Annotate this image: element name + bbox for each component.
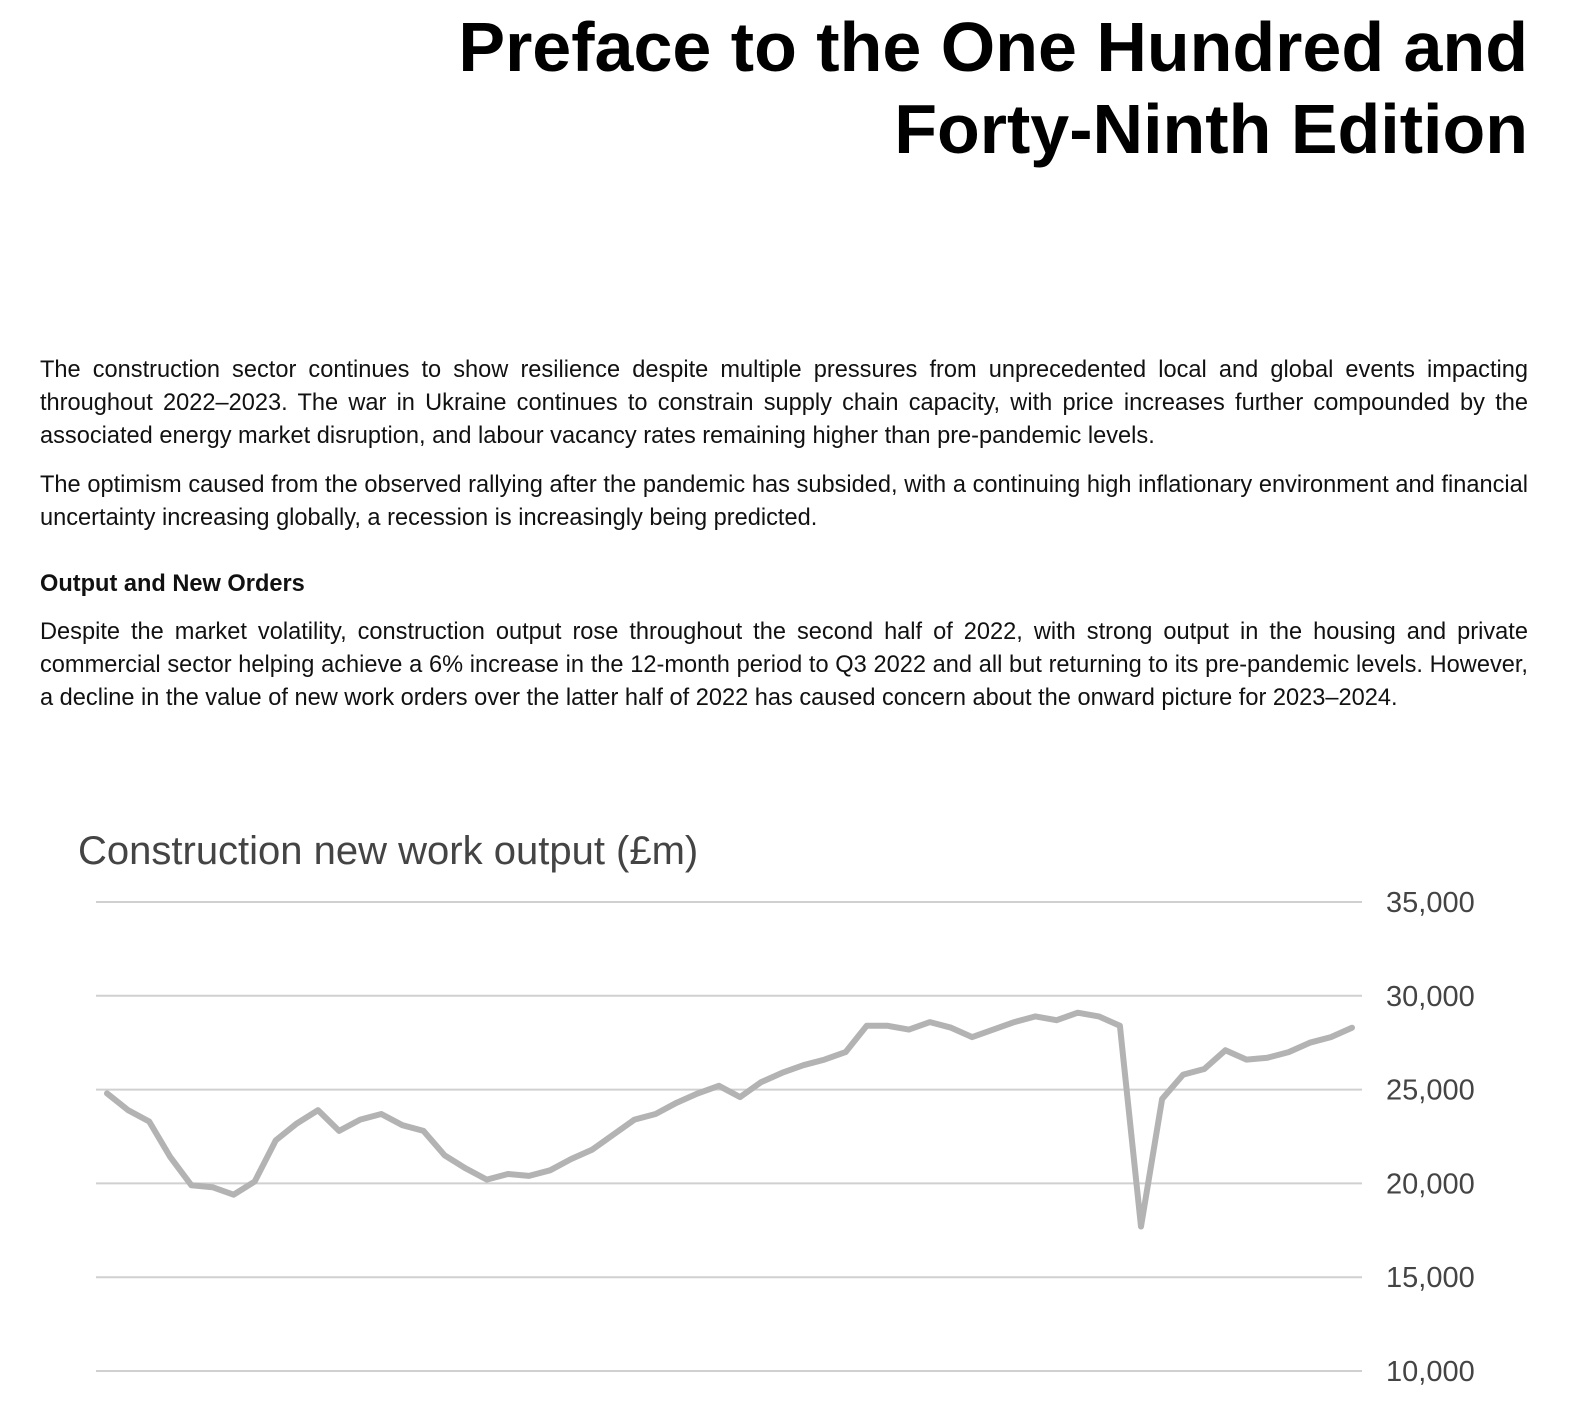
y-tick-label: 25,000 — [1386, 1074, 1475, 1107]
series-line — [107, 1013, 1352, 1227]
y-tick-label: 20,000 — [1386, 1168, 1475, 1201]
output-paragraph: Despite the market volatility, construction output rose throughout the second half of 2022, with strong output in the housing and private commercial sector helping achieve a 6% increase in the 12-month period to Q3 2022 and all but returning to its pre-pandemic levels. However, a decline in the value of new work orders over the latter half of 2022 has caused concern about the onward picture for 2023–2024. — [40, 619, 1528, 711]
y-tick-label: 10,000 — [1386, 1356, 1475, 1388]
chart-gridlines — [96, 902, 1362, 1371]
outlook-paragraph: The optimism caused from the observed rallying after the pandemic has subsided, with a continuing high inflationary environment and financial uncertainty increasing globally, a recession is increasingly being predicted. — [40, 472, 1528, 531]
intro-paragraph: The construction sector continues to show resilience despite multiple pressures from unprecedented local and global events impacting throughout 2022–2023. The war in Ukraine continues to constrain supply chain capacity, with price increases further compounded by the associated energy market disruption, and labour vacancy rates remaining higher than pre-pandemic levels. — [40, 357, 1528, 449]
section-heading: Output and New Orders — [40, 571, 305, 597]
title-line-2: Forty-Ninth Edition — [894, 90, 1528, 168]
title-line-1: Preface to the One Hundred and — [458, 8, 1528, 86]
chart-title: Construction new work output (£m) — [78, 829, 699, 873]
page-title — [228, 6, 1528, 170]
y-tick-label: 15,000 — [1386, 1262, 1475, 1295]
chart-y-ticks — [1386, 887, 1475, 1388]
y-tick-label: 35,000 — [1386, 887, 1475, 919]
construction-output-line-chart — [0, 880, 1588, 1414]
y-tick-label: 30,000 — [1386, 980, 1475, 1013]
chart-series — [107, 1013, 1352, 1227]
